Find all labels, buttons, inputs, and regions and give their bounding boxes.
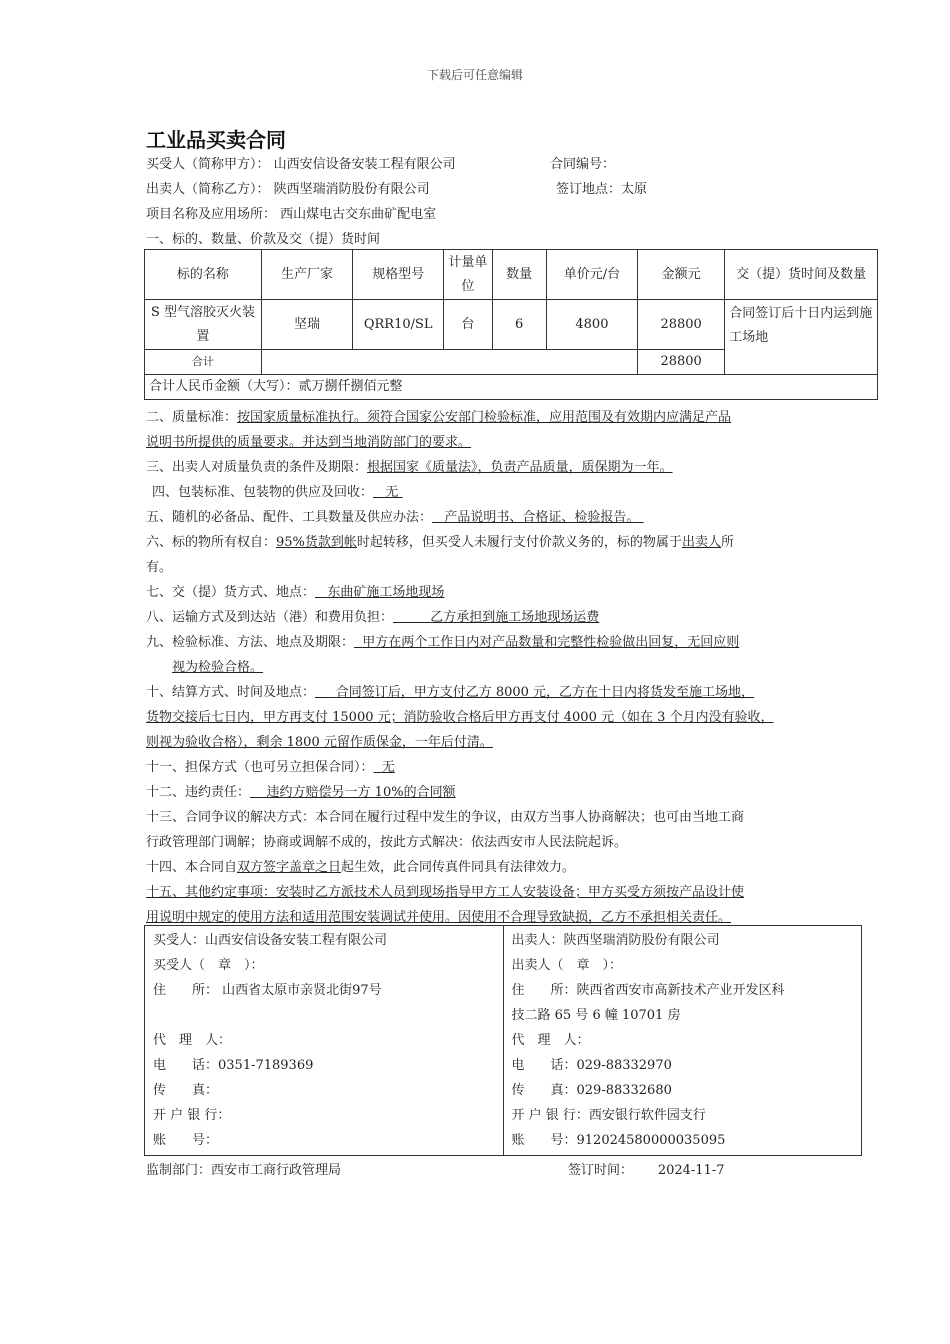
clause-13: 十三、合同争议的解决方式：本合同在履行过程中发生的争议，由双方当事人协商解决；也可由当地工商 (146, 810, 745, 825)
buyer-agent: 代 理 人： (153, 1033, 232, 1048)
buyer-address: 住 所： 山西省太原市亲贤北街97号 (153, 983, 382, 998)
goods-table (144, 249, 878, 400)
col-header: 标的名称 (145, 250, 262, 300)
clause-2: 二、质量标准：按国家质量标准执行。须符合国家公安部门检验标准，应用范围及有效期内应满足产品 (146, 410, 732, 425)
clause-10: 十、结算方式、时间及地点： 合同签订后，甲方支付乙方 8000 元，乙方在十日内将货发至施工场地， (146, 685, 755, 700)
buyer-line: 买受人（简称甲方）： 山西安信设备安装工程有限公司 (146, 157, 456, 172)
quantity: 6 (492, 300, 546, 350)
header-note: 下载后可任意编辑 (426, 68, 523, 82)
table-row (145, 300, 878, 350)
clause-3: 三、出卖人对质量负责的条件及期限：根据国家《质量法》，负责产品质量，质保期为一年。 (146, 460, 673, 475)
contract-no: 合同编号： (550, 157, 616, 172)
seller-address: 住 所：陕西省西安市高新技术产业开发区科 (511, 983, 785, 998)
buyer-account: 账 号： (153, 1133, 219, 1148)
rmb-amount: 合计人民币金额（大写）：贰万捌仟捌佰元整 (145, 375, 878, 400)
buyer-fax: 传 真： (153, 1083, 219, 1098)
clause-10-cont: 货物交接后七日内，甲方再支付 15000 元；消防验收合格后甲方再支付 4000 元（如在 3 个月内没有验收， (146, 710, 774, 725)
clause-6: 六、标的物所有权自：95%货款到帐时起转移，但买受人未履行支付价款义务的，标的物属于出卖人所 (146, 535, 734, 550)
seller-name: 陕西坚瑞消防股份有限公司 (273, 182, 430, 197)
model: QRR10/SL (353, 300, 444, 350)
clause-13-cont: 行政管理部门调解；协商或调解不成的，按此方式解决：依法西安市人民法院起诉。 (146, 835, 628, 850)
delivery-time: 合同签订后十日内运到施工场地 (725, 300, 878, 375)
clause-4: 四、包装标准、包装物的供应及回收： 无 (152, 485, 399, 500)
seller-account: 账 号：912024580000035095 (511, 1133, 726, 1148)
col-header: 交（提）货时间及数量 (725, 250, 878, 300)
seller-seal-line: 出卖人（ 章 ）： (511, 958, 623, 973)
rmb-row (145, 375, 878, 400)
project-line: 项目名称及应用场所： 西山煤电古交东曲矿配电室 (146, 207, 437, 222)
item-name: S 型气溶胶灭火装置 (145, 300, 262, 350)
unit: 台 (444, 300, 492, 350)
unit-price: 4800 (546, 300, 637, 350)
total-amount: 28800 (638, 350, 725, 375)
buyer-phone: 电 话：0351-7189369 (153, 1058, 314, 1073)
col-header: 规格型号 (353, 250, 444, 300)
col-header: 金额元 (638, 250, 725, 300)
section-1-title: 一、标的、数量、价款及交（提）货时间 (146, 232, 381, 247)
buyer-sign-block (145, 926, 504, 1156)
seller-name-line: 出卖人：陕西坚瑞消防股份有限公司 (511, 933, 720, 948)
goods-header-row (145, 250, 878, 300)
clause-15-cont: 用说明中规定的使用方法和适用范围安装调试并使用。因使用不合理导致缺损，乙方不承担相关责任。 (146, 910, 732, 925)
total-spacer (261, 350, 637, 375)
clause-12: 十二、违约责任： 违约方赔偿另一方 10%的合同额 (146, 785, 456, 800)
seller-phone: 电 话：029-88332970 (511, 1058, 672, 1073)
col-header: 数量 (492, 250, 546, 300)
sign-time: 签订时间： 2024-11-7 (568, 1163, 725, 1178)
clause-5: 五、随机的必备品、配件、工具数量及供应办法： 产品说明书、合格证、检验报告。 (146, 510, 640, 525)
clause-9-cont: 视为检验合格。 (172, 660, 264, 675)
col-header: 生产厂家 (261, 250, 352, 300)
clause-14: 十四、本合同自双方签字盖章之日起生效，此合同传真件同具有法律效力。 (146, 860, 576, 875)
clause-11: 十一、担保方式（也可另立担保合同）： 无 (146, 760, 395, 775)
col-header: 单价元/台 (546, 250, 637, 300)
clause-6-cont: 有。 (146, 560, 173, 575)
clause-10-cont: 则视为验收合格），剩余 1800 元留作质保金，一年后付清。 (146, 735, 493, 750)
buyer-name-line: 买受人：山西安信设备安装工程有限公司 (153, 933, 388, 948)
supervisor: 监制部门：西安市工商行政管理局 (146, 1163, 342, 1178)
sign-place: 签订地点：太原 (556, 182, 648, 197)
seller-address-cont: 技二路 65 号 6 幢 10701 房 (511, 1008, 681, 1023)
seller-bank: 开 户 银 行：西安银行软件园支行 (511, 1108, 706, 1123)
clause-15: 十五、其他约定事项：安装时乙方派技术人员到现场指导甲方工人安装设备；甲方买受方须按产品设计使 (146, 885, 745, 900)
seller-line: 出卖人（简称乙方）： 陕西坚瑞消防股份有限公司 (146, 182, 430, 197)
amount: 28800 (638, 300, 725, 350)
seller-agent: 代 理 人： (511, 1033, 590, 1048)
manufacturer: 坚瑞 (261, 300, 352, 350)
clause-7: 七、交（提）货方式、地点： 东曲矿施工场地现场 (146, 585, 445, 600)
buyer-bank: 开 户 银 行： (153, 1108, 231, 1123)
clause-8: 八、运输方式及到达站（港）和费用负担： 乙方承担到施工场地现场运费 (146, 610, 600, 625)
clause-2-cont: 说明书所提供的质量要求。并达到当地消防部门的要求。 (146, 435, 472, 450)
clause-9: 九、检验标准、方法、地点及期限： 甲方在两个工作日内对产品数量和完整性检验做出回复，无回应则 (146, 635, 740, 650)
seller-fax: 传 真：029-88332680 (511, 1083, 672, 1098)
col-header: 计量单位 (444, 250, 492, 300)
signature-table (144, 925, 862, 1156)
buyer-seal-line: 买受人（ 章 ）： (153, 958, 264, 973)
seller-sign-block (503, 926, 862, 1156)
total-label: 合计 (145, 350, 262, 375)
buyer-name: 山西安信设备安装工程有限公司 (273, 157, 456, 172)
document-title: 工业品买卖合同 (146, 128, 286, 152)
